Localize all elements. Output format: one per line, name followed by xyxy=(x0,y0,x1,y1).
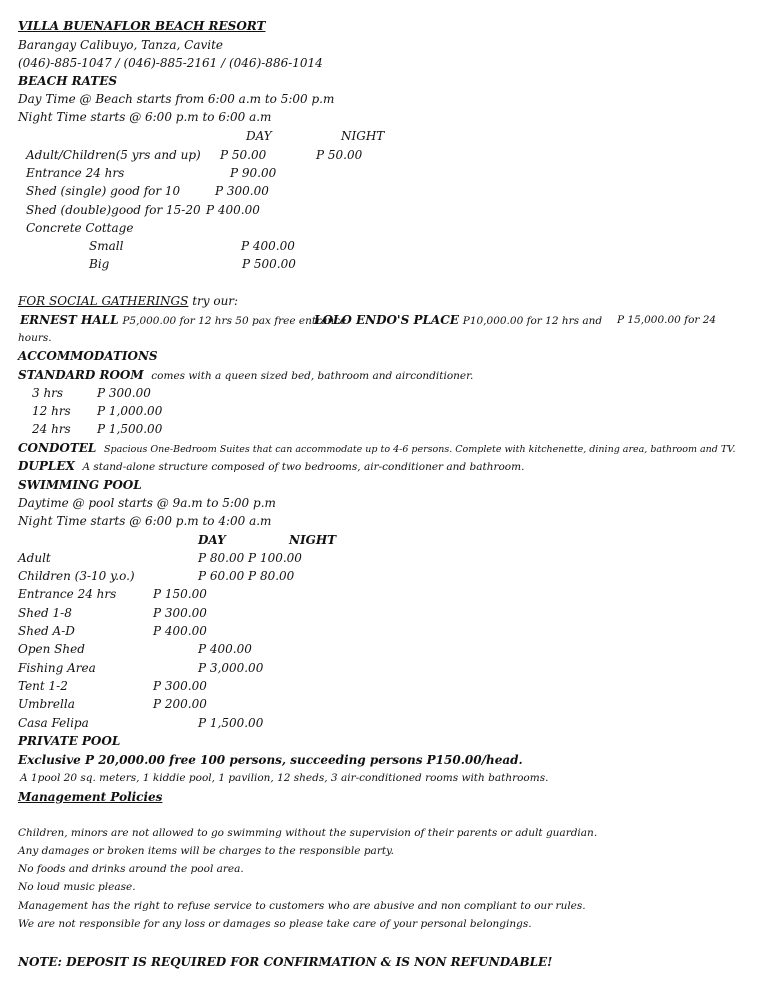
beach-col-day: DAY xyxy=(246,129,272,143)
pool-row-price: P 300.00 xyxy=(153,679,207,693)
pool-children-label: Children (3-10 y.o.) xyxy=(18,569,135,583)
beach-row-day: P 90.00 xyxy=(230,166,277,180)
lolo-endo-tail: hours. xyxy=(18,332,52,344)
pool-row-price: P 400.00 xyxy=(198,642,252,656)
pool-adult-label: Adult xyxy=(18,551,51,565)
private-pool-details: A 1pool 20 sq. meters, 1 kiddie pool, 1 pavilion, 12 sheds, 3 air-conditioned rooms with bathrooms. xyxy=(20,772,549,784)
private-pool-heading: PRIVATE POOL xyxy=(18,734,121,748)
beach-row-day: P 400.00 xyxy=(241,239,295,253)
standard-rate-hrs: 3 hrs xyxy=(32,386,64,400)
pool-row-label: Umbrella xyxy=(18,697,75,711)
pool-row-label: Shed A-D xyxy=(18,624,75,638)
duplex-name: DUPLEX xyxy=(18,459,75,473)
policy-item: We are not responsible for any loss or damages so please take care of your personal belongings. xyxy=(18,918,532,930)
lolo-endo-name: LOLO ENDO'S PLACE xyxy=(314,313,459,327)
accommodations-heading: ACCOMMODATIONS xyxy=(18,349,158,363)
beach-nighttime: Night Time starts @ 6:00 p.m to 6:00 a.m xyxy=(18,110,272,124)
pool-nighttime: Night Time starts @ 6:00 p.m to 4:00 a.m xyxy=(18,514,272,528)
deposit-note: NOTE: DEPOSIT IS REQUIRED FOR CONFIRMATION & IS NON REFUNDABLE! xyxy=(18,955,553,969)
social-heading: FOR SOCIAL GATHERINGS xyxy=(18,294,189,308)
beach-row-day: P 50.00 xyxy=(220,148,267,162)
beach-row-day: P 400.00 xyxy=(206,203,260,217)
beach-row-label: Shed (single) good for 10 xyxy=(26,184,181,198)
standard-rate-price: P 1,500.00 xyxy=(97,422,163,436)
condotel-desc: Spacious One-Bedroom Suites that can accommodate up to 4-6 persons. Complete with kitchenette, dining area, bathroom and TV. xyxy=(104,444,736,455)
pool-row-label: Fishing Area xyxy=(18,661,96,675)
resort-phones: (046)-885-1047 / (046)-885-2161 / (046)-886-1014 xyxy=(18,56,323,70)
policy-item: Any damages or broken items will be charges to the responsible party. xyxy=(18,845,394,857)
pool-col-day: DAY xyxy=(198,533,226,547)
beach-row-night: P 50.00 xyxy=(316,148,363,162)
pool-row-price: P 1,500.00 xyxy=(198,716,264,730)
beach-row-day: P 500.00 xyxy=(242,257,296,271)
beach-row-label: Concrete Cottage xyxy=(26,221,134,235)
beach-col-night: NIGHT xyxy=(341,129,385,143)
social-heading-line xyxy=(18,292,238,310)
standard-rate-hrs: 12 hrs xyxy=(32,404,71,418)
lolo-endo-price24: P 15,000.00 for 24 xyxy=(617,314,717,326)
beach-row-label: Big xyxy=(89,257,110,271)
beach-row-label: Small xyxy=(89,239,124,253)
ernest-hall-name: ERNEST HALL xyxy=(20,313,119,327)
standard-room-desc: comes with a queen sized bed, bathroom and airconditioner. xyxy=(151,370,474,382)
pool-row-label: Open Shed xyxy=(18,642,85,656)
ernest-hall-line xyxy=(20,311,346,330)
beach-rates-heading: BEACH RATES xyxy=(18,74,118,88)
policy-item: No foods and drinks around the pool area. xyxy=(18,863,244,875)
pool-col-night: NIGHT xyxy=(289,533,337,547)
resort-title: VILLA BUENAFLOR BEACH RESORT xyxy=(18,19,266,33)
standard-rate-price: P 300.00 xyxy=(97,386,151,400)
pool-row-price: P 300.00 xyxy=(153,606,207,620)
standard-rate-price: P 1,000.00 xyxy=(97,404,163,418)
beach-row-day: P 300.00 xyxy=(215,184,269,198)
lolo-endo-desc: P10,000.00 for 12 hrs and xyxy=(462,315,603,327)
pool-row-price: P 150.00 xyxy=(153,587,207,601)
standard-room-name: STANDARD ROOM xyxy=(18,368,144,382)
pool-row-price: P 200.00 xyxy=(153,697,207,711)
swimming-pool-heading: SWIMMING POOL xyxy=(18,478,142,492)
duplex-line xyxy=(18,457,524,476)
policy-item: Children, minors are not allowed to go swimming without the supervision of their parents or adult guardian. xyxy=(18,827,598,839)
pool-row-label: Casa Felipa xyxy=(18,716,89,730)
policy-item: No loud music please. xyxy=(18,881,136,893)
pool-row-label: Entrance 24 hrs xyxy=(18,587,117,601)
private-pool-exclusive: Exclusive P 20,000.00 free 100 persons, succeeding persons P150.00/head. xyxy=(18,753,523,767)
policies-heading: Management Policies xyxy=(18,790,163,804)
pool-daytime: Daytime @ pool starts @ 9a.m to 5:00 p.m xyxy=(18,496,276,510)
policy-item: Management has the right to refuse service to customers who are abusive and non compliant to our rules. xyxy=(18,900,586,912)
social-heading-tail: try our: xyxy=(192,294,239,308)
condotel-line xyxy=(18,439,735,459)
standard-rate-hrs: 24 hrs xyxy=(32,422,71,436)
resort-address: Barangay Calibuyo, Tanza, Cavite xyxy=(18,38,224,52)
beach-row-label: Shed (double)good for 15-20 xyxy=(26,203,201,217)
condotel-name: CONDOTEL xyxy=(18,441,97,455)
pool-row-price: P 400.00 xyxy=(153,624,207,638)
pool-row-price: P 3,000.00 xyxy=(198,661,264,675)
beach-row-label: Entrance 24 hrs xyxy=(26,166,125,180)
pool-children-price: P 60.00 P 80.00 xyxy=(198,569,295,583)
ernest-hall-desc: P5,000.00 for 12 hrs 50 pax free entrance xyxy=(122,315,347,327)
pool-adult-price: P 80.00 P 100.00 xyxy=(198,551,302,565)
lolo-endo-line xyxy=(314,311,602,330)
standard-room-line xyxy=(18,366,473,385)
pool-row-label: Shed 1-8 xyxy=(18,606,72,620)
beach-daytime: Day Time @ Beach starts from 6:00 a.m to 5:00 p.m xyxy=(18,92,335,106)
duplex-desc: A stand-alone structure composed of two bedrooms, air-conditioner and bathroom. xyxy=(82,461,525,473)
pool-row-label: Tent 1-2 xyxy=(18,679,68,693)
beach-row-label: Adult/Children(5 yrs and up) xyxy=(26,148,201,162)
